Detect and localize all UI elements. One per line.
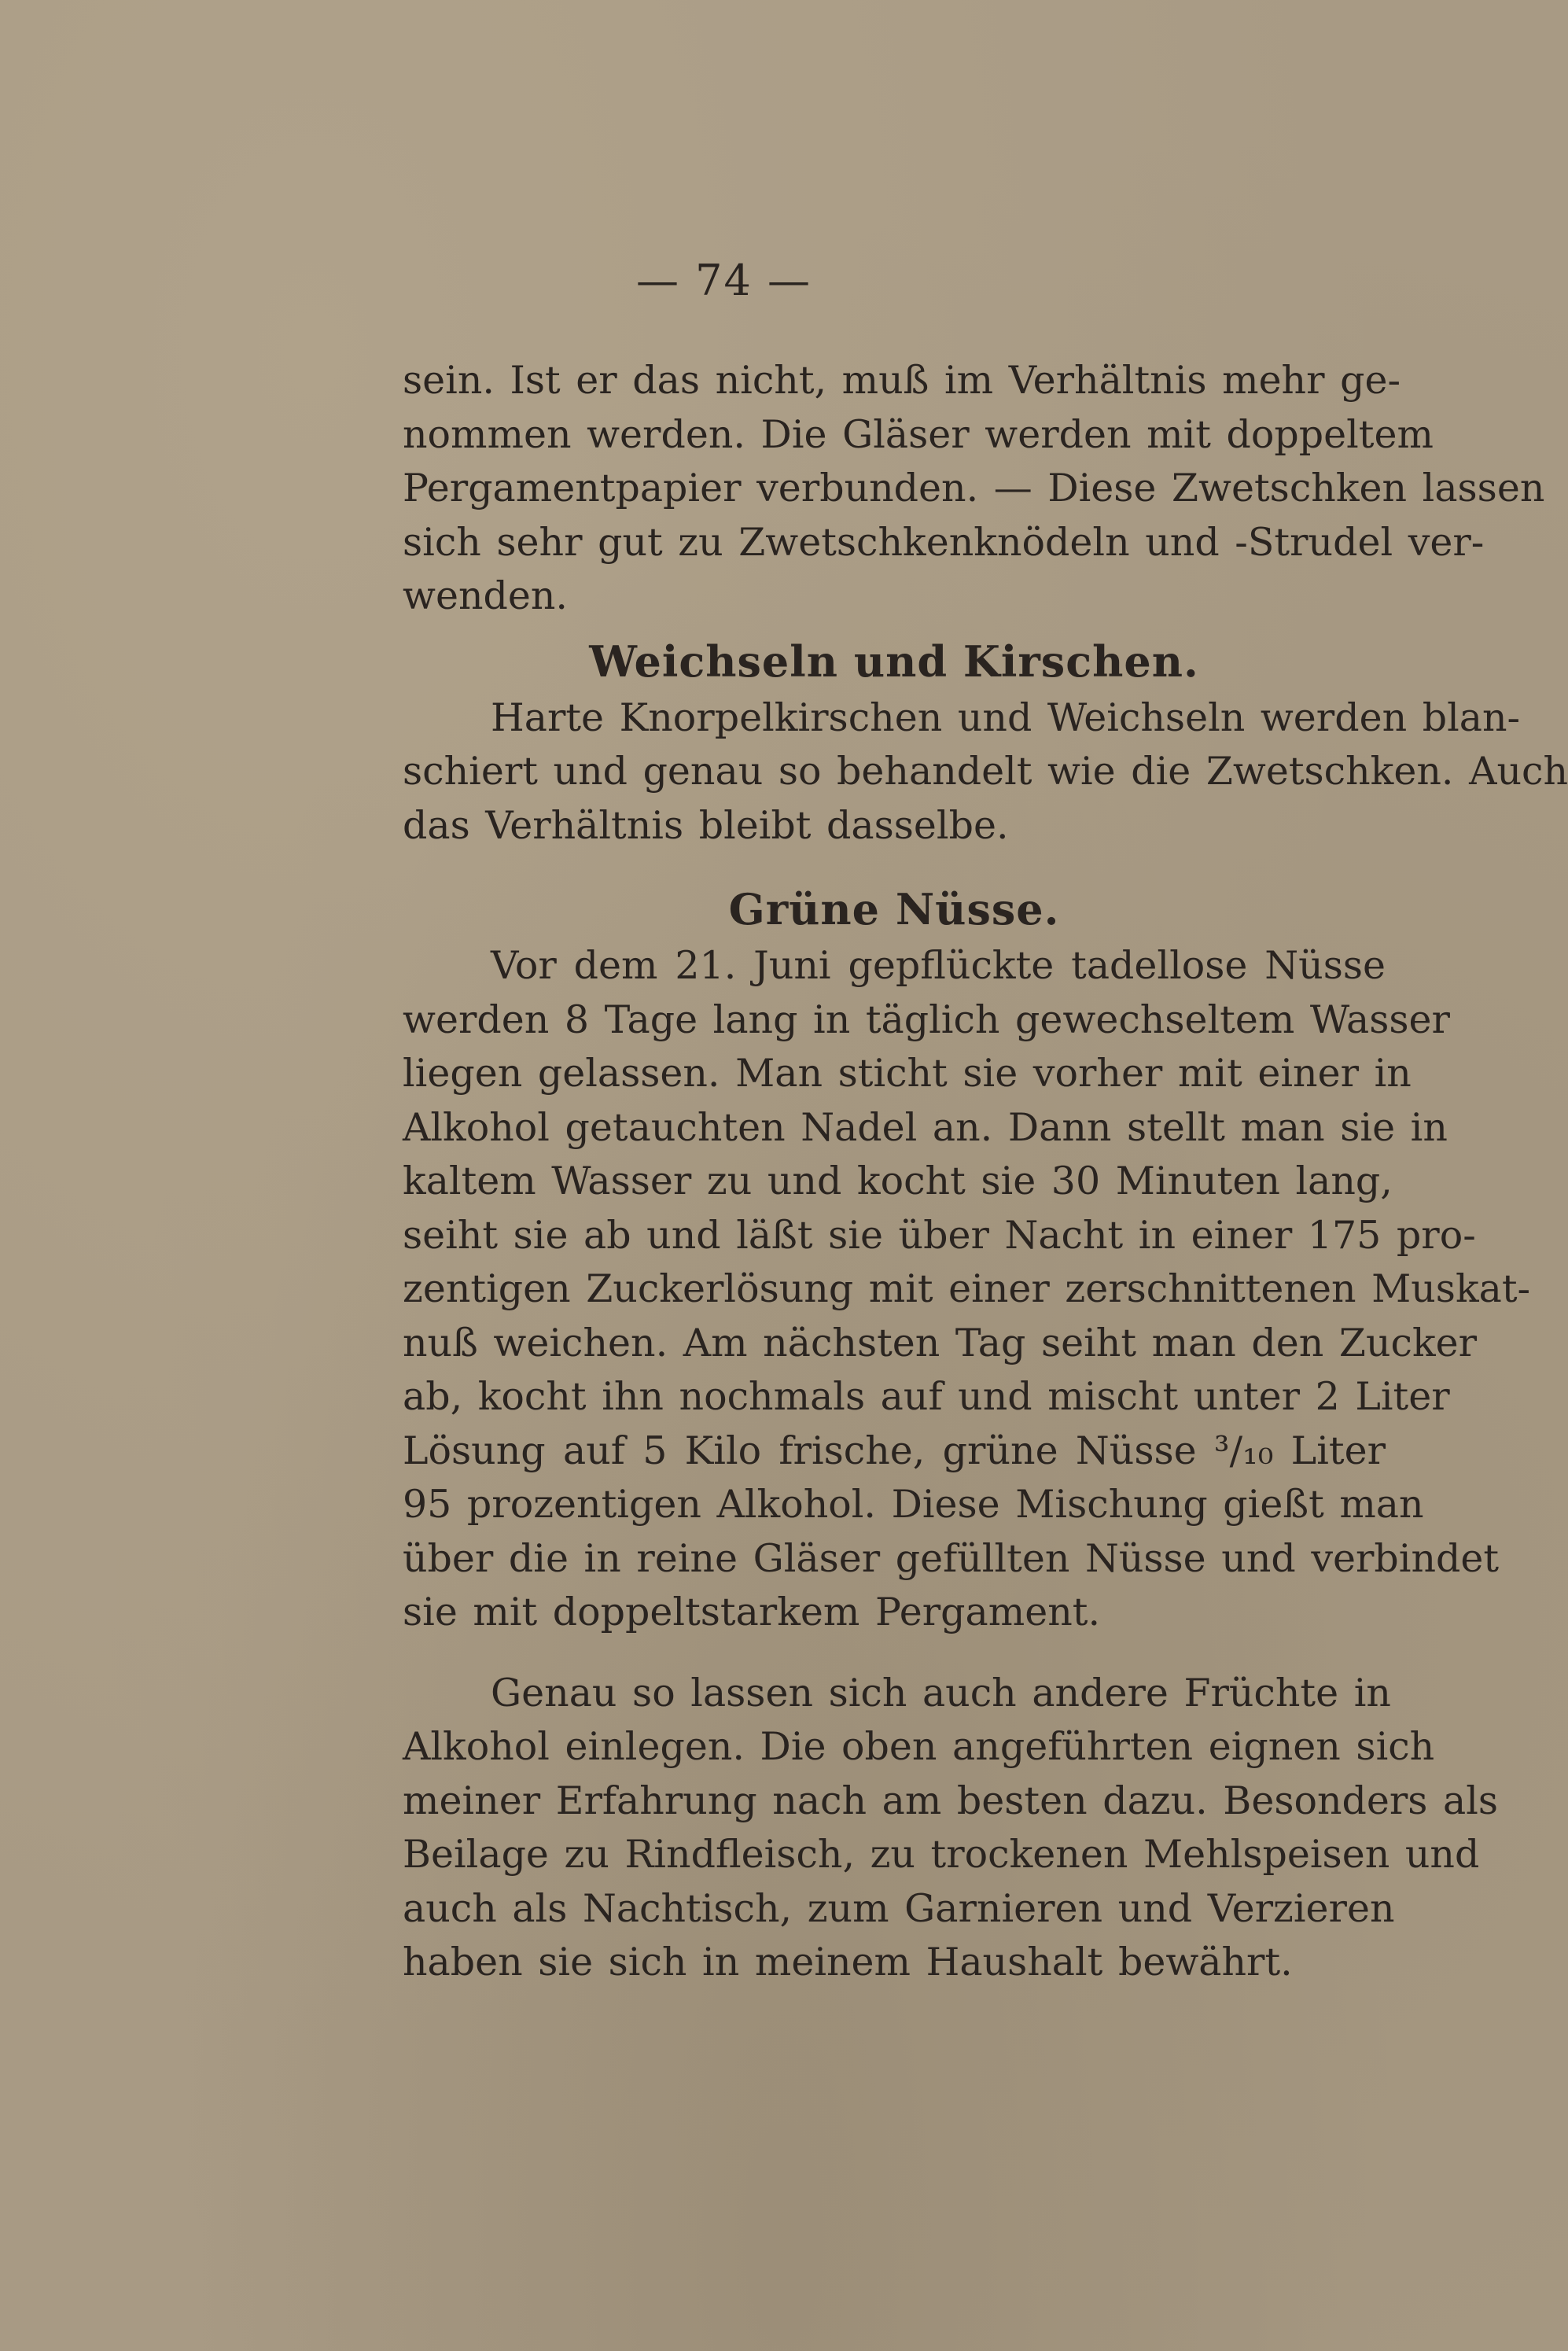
text-line: das Verhältnis bleibt dasselbe. [403, 802, 1009, 848]
text-line: Lösung auf 5 Kilo frische, grüne Nüsse ³/₁₀ Liter [403, 1428, 1386, 1473]
text-line: nommen werden. Die Gläser werden mit doppeltem [403, 411, 1434, 457]
text-line: Beilage zu Rindfleisch, zu trockenen Mehlspeisen und [403, 1832, 1480, 1877]
text-line: kaltem Wasser zu und kocht sie 30 Minuten lang, [403, 1159, 1393, 1203]
text-line: schiert und genau so behandelt wie die Zwetschken. Auch [403, 749, 1568, 794]
paragraph [403, 1667, 1499, 1990]
text-line: haben sie sich in meinem Haushalt bewährt. [403, 1940, 1293, 1984]
text-line: nuß weichen. Am nächsten Tag seiht man den Zucker [403, 1320, 1478, 1365]
text-line: werden 8 Tage lang in täglich gewechseltem Wasser [403, 997, 1450, 1042]
text-line: über die in reine Gläser gefüllten Nüsse und verbindet [403, 1535, 1500, 1581]
paragraph [403, 939, 1531, 1640]
section-heading: Grüne Nüsse. [728, 884, 1060, 934]
text-line: auch als Nachtisch, zum Garnieren und Verzieren [403, 1885, 1395, 1931]
text-line: wenden. [403, 573, 568, 618]
text-line: ab, kocht ihn nochmals auf und mischt unter 2 Liter [403, 1374, 1450, 1419]
text-line: meiner Erfahrung nach am besten dazu. Besonders als [403, 1778, 1499, 1823]
text-line: sein. Ist er das nicht, muß im Verhältnis mehr ge- [403, 358, 1401, 403]
page-body [403, 354, 1568, 1990]
text-line: Alkohol getauchten Nadel an. Dann stellt man sie in [403, 1104, 1448, 1150]
text-line: zentigen Zuckerlösung mit einer zerschnittenen Muskat- [403, 1266, 1531, 1311]
text-line: seiht sie ab und läßt sie über Nacht in einer 175 pro- [403, 1212, 1476, 1258]
text-line: Vor dem 21. Juni gepflückte tadellose Nüsse [491, 943, 1386, 988]
text-line: sie mit doppeltstarkem Pergament. [403, 1590, 1101, 1634]
paragraph [403, 354, 1545, 624]
page-number: — 74 — [635, 256, 812, 305]
text-line: Genau so lassen sich auch andere Früchte in [491, 1670, 1391, 1715]
text-line: Alkohol einlegen. Die oben angeführten eignen sich [403, 1724, 1435, 1769]
text-line: Pergamentpapier verbunden. — Diese Zwetschken lassen [403, 466, 1545, 510]
section-heading: Weichseln und Kirschen. [589, 636, 1199, 687]
text-line: Harte Knorpelkirschen und Weichseln werden blan- [491, 695, 1521, 740]
text-line: sich sehr gut zu Zwetschkenknödeln und -Strudel ver- [403, 519, 1485, 565]
paragraph [403, 691, 1568, 853]
text-line: liegen gelassen. Man sticht sie vorher mit einer in [403, 1051, 1412, 1096]
text-line: 95 prozentigen Alkohol. Diese Mischung gießt man [403, 1482, 1424, 1527]
